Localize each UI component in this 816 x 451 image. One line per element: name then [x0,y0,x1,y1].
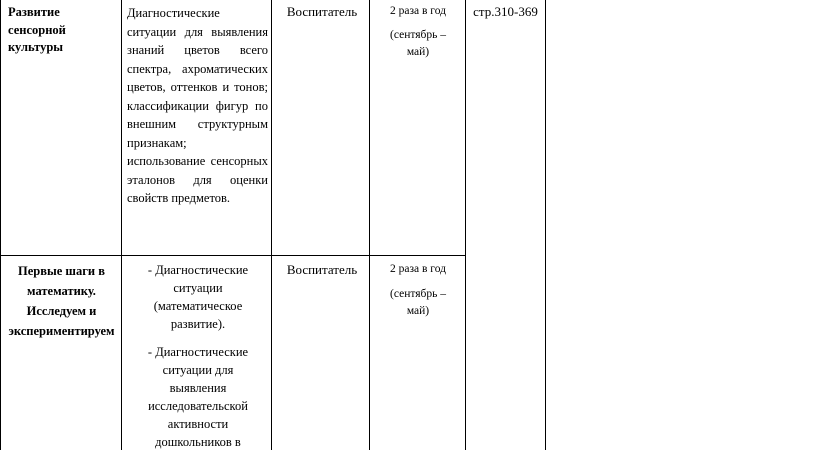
row-1-frequency: 2 раза в год [389,5,446,17]
row-1-source: стр.310-369 [473,4,538,19]
table-border-right [545,0,546,450]
row-1-responsible: Воспитатель [286,4,358,19]
row-1-period: (сентябрь – май) [390,29,446,58]
column-divider-1 [121,0,122,450]
row-2-method-item-2: - Диагностические ситуации для выявления исследовательской активности дошкольников в [147,345,249,449]
row-1-method: Диагностические ситуации для выявления знаний цветов всего спектра, ахроматических цветов, оттенков и тонов; классификации фигур по внешним структурным признакам; использование сенсорных эталонов для оценки свойств предметов. [127,6,268,205]
row-2-method-item-1: - Диагностические ситуации (математическое развитие). [147,263,249,331]
row-1-section: Развитие сенсорной культуры [8,5,66,54]
column-divider-2 [271,0,272,450]
table-border-left [0,0,1,450]
row-2-responsible: Воспитатель [286,262,358,277]
row-2-frequency: 2 раза в год [389,263,446,275]
row-2-period: (сентябрь – май) [390,288,446,317]
column-divider-4 [465,0,466,450]
row-2-section: Первые шаги в математику. Исследуем и экспериментируем [8,264,115,338]
row-divider [0,255,466,256]
column-divider-3 [369,0,370,450]
